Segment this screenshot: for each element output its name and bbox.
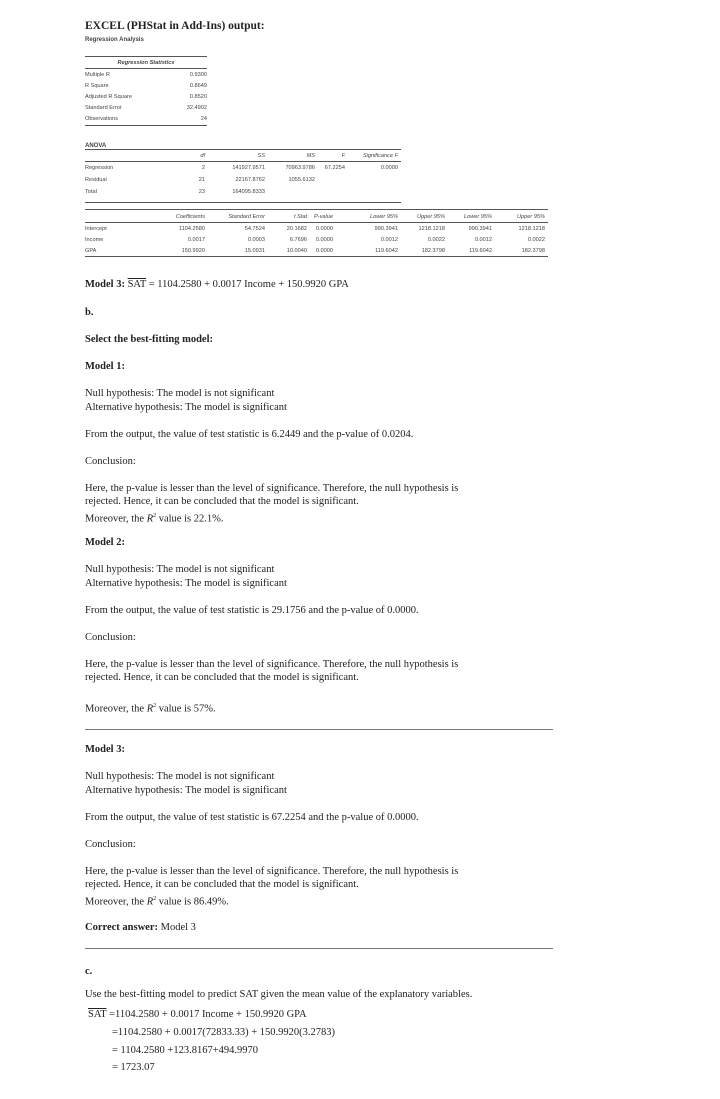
cell: 10.0040 xyxy=(286,248,307,254)
cell: 119.6042 xyxy=(469,248,492,254)
anova-heading: ANOVA xyxy=(85,143,107,149)
table-row xyxy=(85,81,207,91)
row-value: 0.8520 xyxy=(189,94,207,100)
cell: 0.0003 xyxy=(247,237,265,243)
cell: 23 xyxy=(198,189,205,195)
null-hypothesis: Null hypothesis: The model is not significant xyxy=(85,388,275,399)
cell: 0.0000 xyxy=(315,237,333,243)
column-header: Significance F xyxy=(362,153,398,159)
r-squared-text: Moreover, the $R^2$ value is 86.49%. xyxy=(85,896,229,908)
column-header: t Stat xyxy=(293,214,307,220)
calc-step-2: = 1104.2580 +123.8167+494.9970 xyxy=(112,1045,259,1056)
table-header-row xyxy=(85,151,401,161)
column-header: Upper 95% xyxy=(517,214,545,220)
table-row xyxy=(85,235,548,245)
r-squared-text: Moreover, the $R^2$ value is 57%. xyxy=(85,703,216,715)
alternative-hypothesis: Alternative hypothesis: The model is significant xyxy=(85,785,287,796)
anova-table xyxy=(85,149,401,207)
cell: 990.3941 xyxy=(468,226,492,232)
row-label: Regression xyxy=(85,165,114,171)
cell: 990.3941 xyxy=(374,226,398,232)
cell: 6.7696 xyxy=(289,237,307,243)
test-statistic-text: From the output, the value of test statistic is 29.1756 and the p-value of 0.0000. xyxy=(85,605,419,616)
cell: 0.0022 xyxy=(527,237,545,243)
cell: 141927.9571 xyxy=(232,165,265,171)
model-heading: Model 3: xyxy=(85,744,125,755)
row-label: Multiple R xyxy=(85,72,110,78)
conclusion-text: Here, the p-value is lesser than the level of significance. Therefore, the null hypothesis is xyxy=(85,483,459,494)
cell: 1104.2580 xyxy=(178,226,205,232)
select-heading: Select the best-fitting model: xyxy=(85,334,214,345)
row-label: Standard Error xyxy=(85,105,122,111)
row-label: R Square xyxy=(85,83,109,89)
row-label: GPA xyxy=(85,248,97,254)
column-header: P-value xyxy=(314,214,333,220)
column-header: Upper 95% xyxy=(417,214,445,220)
null-hypothesis: Null hypothesis: The model is not significant xyxy=(85,564,275,575)
row-label: Adjusted R Square xyxy=(85,94,132,100)
alternative-hypothesis: Alternative hypothesis: The model is significant xyxy=(85,578,287,589)
cell: 1218.1218 xyxy=(518,226,545,232)
column-header: Coefficients xyxy=(175,214,205,220)
conclusion-text: rejected. Hence, it can be concluded that the model is significant. xyxy=(85,879,359,890)
cell: 1055.6132 xyxy=(288,177,315,183)
cell: 182.3798 xyxy=(521,248,545,254)
cell: 2 xyxy=(201,165,205,171)
divider xyxy=(85,729,553,730)
row-label: Residual xyxy=(85,177,107,183)
table-row xyxy=(85,175,401,185)
column-header: SS xyxy=(257,153,265,159)
row-label: Income xyxy=(85,237,104,243)
test-statistic-text: From the output, the value of test statistic is 6.2449 and the p-value of 0.0204. xyxy=(85,429,414,440)
column-header: df xyxy=(200,153,205,159)
test-statistic-text: From the output, the value of test statistic is 67.2254 and the p-value of 0.0000. xyxy=(85,812,419,823)
cell: 0.0012 xyxy=(474,237,492,243)
conclusion-text: rejected. Hence, it can be concluded that the model is significant. xyxy=(85,496,359,507)
cell: 182.3798 xyxy=(421,248,445,254)
conclusion-label: Conclusion: xyxy=(85,632,136,643)
instruction: Use the best-fitting model to predict SAT given the mean value of the explanatory variables. xyxy=(85,989,473,1000)
cell: 22167.8762 xyxy=(235,177,265,183)
conclusion-text: rejected. Hence, it can be concluded that the model is significant. xyxy=(85,672,359,683)
coefficients-table xyxy=(85,209,548,259)
column-header: MS xyxy=(306,153,315,159)
cell: 54.7524 xyxy=(244,226,265,232)
conclusion-label: Conclusion: xyxy=(85,839,136,850)
model-heading: Model 1: xyxy=(85,361,125,372)
conclusion-label: Conclusion: xyxy=(85,456,136,467)
table-row xyxy=(85,92,207,102)
table-row xyxy=(85,163,401,173)
row-value: 0.8649 xyxy=(189,83,207,89)
cell: 0.0000 xyxy=(315,226,333,232)
column-header: Standard Error xyxy=(228,214,265,220)
row-value: 32.4902 xyxy=(186,105,207,111)
cell: 67.2254 xyxy=(324,165,345,171)
table-row xyxy=(85,103,207,113)
table-row xyxy=(85,70,207,80)
cell: 0.0000 xyxy=(380,165,398,171)
cell: 164095.8333 xyxy=(232,189,265,195)
cell: 0.0000 xyxy=(315,248,333,254)
column-header: Lower 95% xyxy=(464,214,492,220)
conclusion-text: Here, the p-value is lesser than the level of significance. Therefore, the null hypothesis is xyxy=(85,659,459,670)
table-header-row xyxy=(85,212,548,222)
table-row xyxy=(85,114,207,124)
calc-step-1: =1104.2580 + 0.0017(72833.33) + 150.9920(3.2783) xyxy=(112,1027,335,1038)
page-title: EXCEL (PHStat in Add-Ins) output: xyxy=(85,20,265,32)
column-header: Lower 95% xyxy=(370,214,398,220)
divider xyxy=(85,948,553,949)
r-squared-text: Moreover, the $R^2$ value is 22.1%. xyxy=(85,513,224,525)
part-b-label: b. xyxy=(85,307,94,318)
correct-answer: Correct answer: Model 3 xyxy=(85,922,196,933)
row-value: 0.9300 xyxy=(189,72,207,78)
table-row xyxy=(85,246,548,256)
cell: 1218.1218 xyxy=(418,226,445,232)
cell: 21 xyxy=(198,177,205,183)
cell: 15.0931 xyxy=(244,248,265,254)
conclusion-text: Here, the p-value is lesser than the level of significance. Therefore, the null hypothesis is xyxy=(85,866,459,877)
cell: 0.0012 xyxy=(380,237,398,243)
table-row xyxy=(85,187,401,197)
regression-statistics-table xyxy=(85,56,207,128)
column-header: F xyxy=(341,153,345,159)
cell: 0.0022 xyxy=(427,237,445,243)
row-label: Observations xyxy=(85,116,118,122)
row-value: 24 xyxy=(200,116,207,122)
table-header: Regression Statistics xyxy=(117,60,175,66)
calc-result: = 1723.07 xyxy=(112,1062,155,1073)
regression-analysis-heading: Regression Analysis xyxy=(85,37,144,43)
null-hypothesis: Null hypothesis: The model is not significant xyxy=(85,771,275,782)
cell: 150.9920 xyxy=(181,248,205,254)
prediction-equation: $\overline{SAT} =1104.2580 + 0.0017$ Income + 150.9920 GPA xyxy=(88,1009,307,1020)
alternative-hypothesis: Alternative hypothesis: The model is significant xyxy=(85,402,287,413)
model-heading: Model 2: xyxy=(85,537,125,548)
part-c-label: c. xyxy=(85,966,93,977)
cell: 119.6042 xyxy=(375,248,398,254)
cell: 70963.9786 xyxy=(285,165,315,171)
model-3-equation: Model 3: $\overline{SAT} = 1104.2580 + 0.0017$ Income + 150.9920 GPA xyxy=(85,279,349,290)
cell: 0.0017 xyxy=(187,237,205,243)
cell: 20.1682 xyxy=(286,226,307,232)
row-label: Intercept xyxy=(85,226,107,232)
table-row xyxy=(85,224,548,234)
row-label: Total xyxy=(85,189,97,195)
